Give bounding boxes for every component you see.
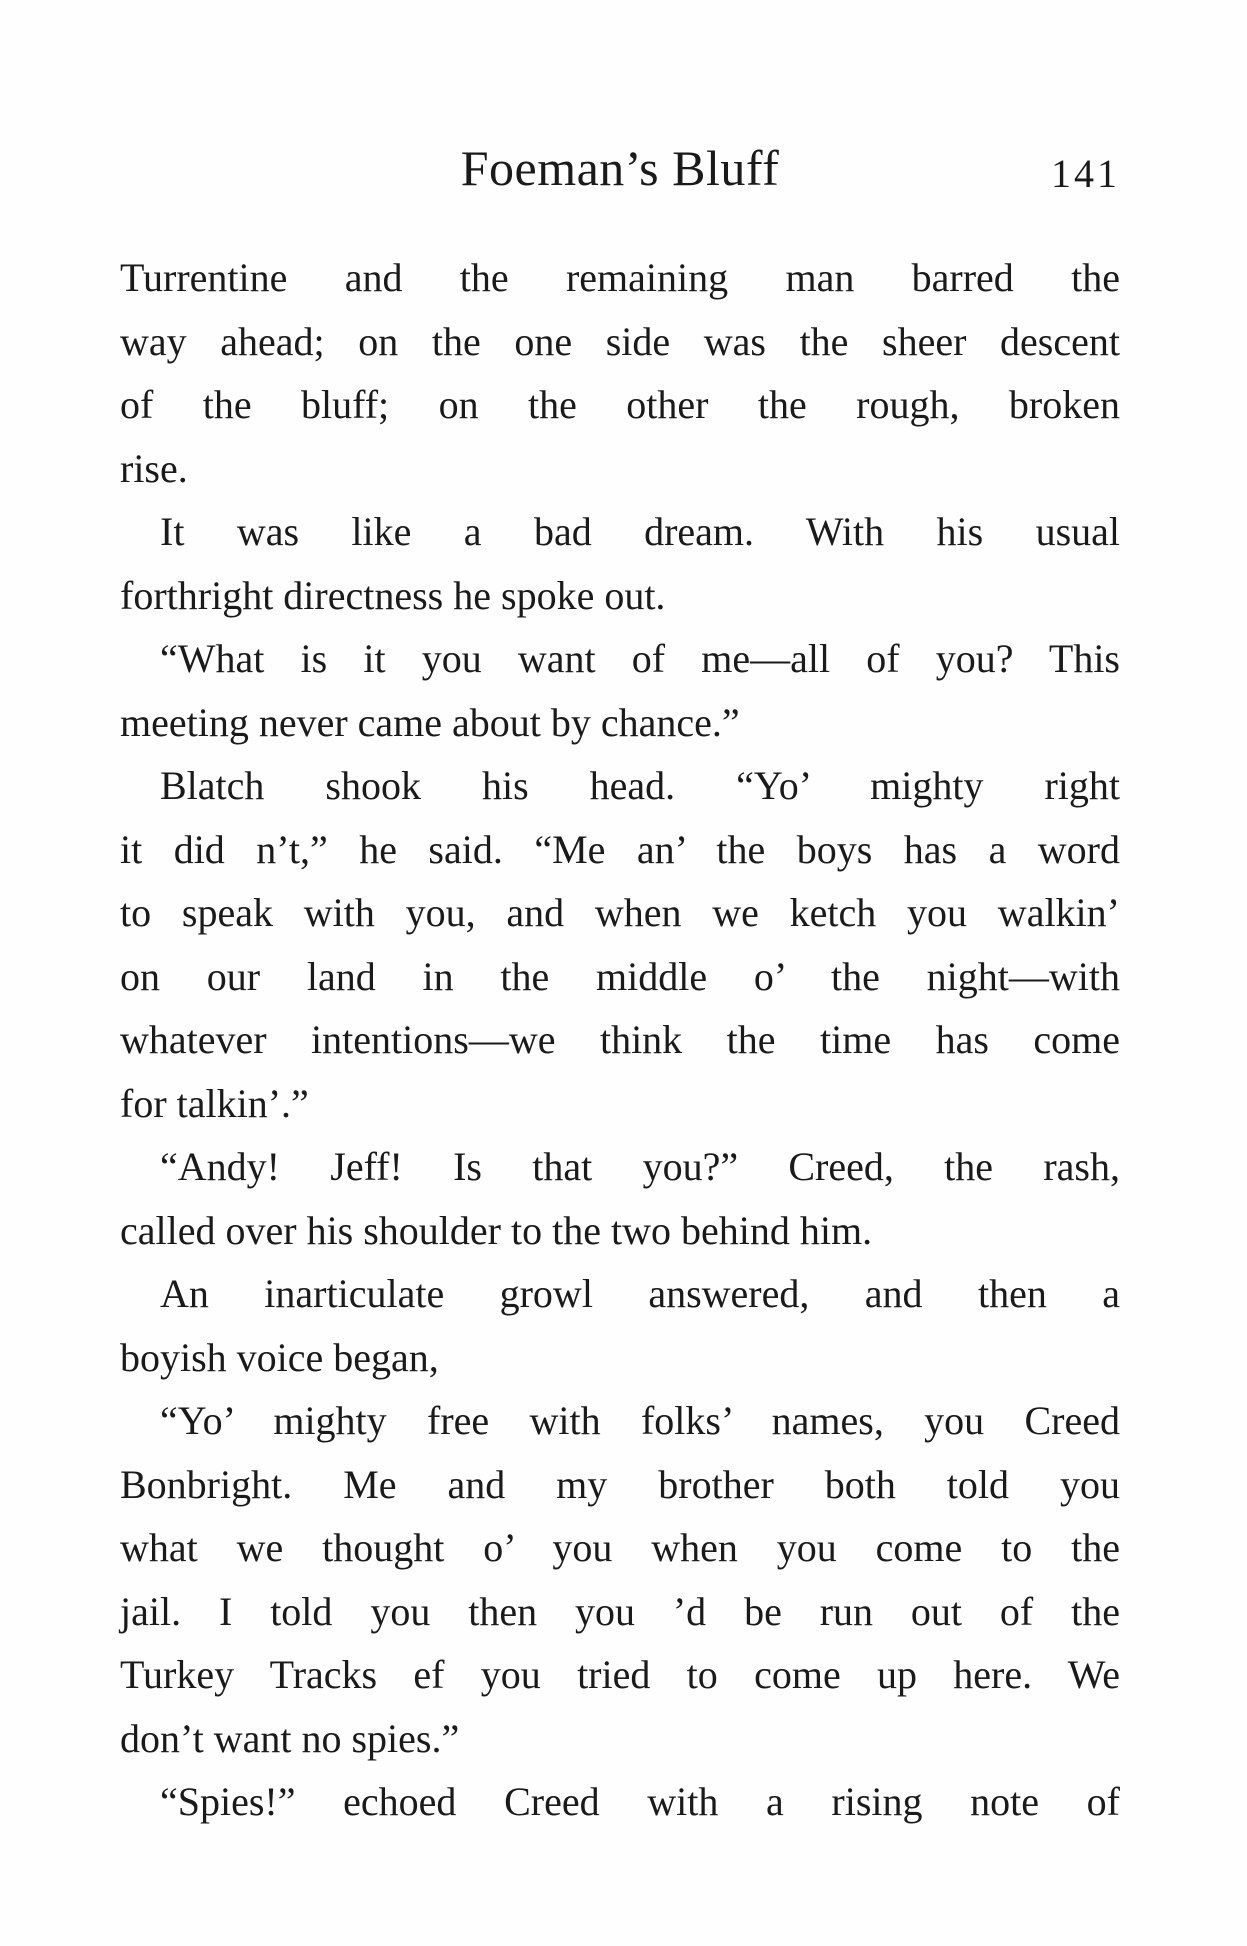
text-line: it did n’t,” he said. “Me an’ the boys has a word [120,826,1120,872]
text-line: don’t want no spies.” [120,1715,460,1761]
text-line: of the bluff; on the other the rough, broken [120,382,1120,427]
text-line: Blatch shook his head. “Yo’ mighty right [160,763,1120,808]
text-line: meeting never came about by chance.” [120,699,740,745]
running-title: Foeman’s Bluff [460,140,780,196]
text-line: to speak with you, and when we ketch you walkin’ [120,890,1120,935]
text-line: way ahead; on the one side was the sheer descent [120,318,1120,364]
text-line: on our land in the middle o’ the night—with [120,953,1120,999]
text-line: for talkin’.” [120,1080,309,1126]
text-line: It was like a bad dream. With his usual [160,509,1120,554]
text-line: Turkey Tracks ef you tried to come up here. We [120,1652,1120,1697]
text-line: An inarticulate growl answered, and then a [160,1271,1120,1316]
text-line: Turrentine and the remaining man barred the [120,255,1120,300]
text-line: “Yo’ mighty free with folks’ names, you Creed [160,1398,1120,1443]
text-line: Bonbright. Me and my brother both told you [120,1461,1120,1507]
text-line: “Spies!” echoed Creed with a rising note of [160,1779,1120,1824]
text-line: jail. I told you then you ’d be run out of the [120,1588,1120,1634]
text-line: whatever intentions—we think the time has come [120,1017,1120,1062]
text-line: boyish voice began, [120,1334,439,1380]
running-head [120,133,1120,203]
text-line: called over his shoulder to the two behind him. [120,1207,873,1253]
body-text [120,246,1120,1834]
text-line: what we thought o’ you when you come to the [120,1525,1120,1570]
text-line: forthright directness he spoke out. [120,572,666,618]
text-line: rise. [120,445,188,491]
text-line: “Andy! Jeff! Is that you?” Creed, the rash, [160,1144,1120,1189]
page-number: 141 [1051,151,1120,196]
text-line: “What is it you want of me—all of you? This [160,636,1120,681]
